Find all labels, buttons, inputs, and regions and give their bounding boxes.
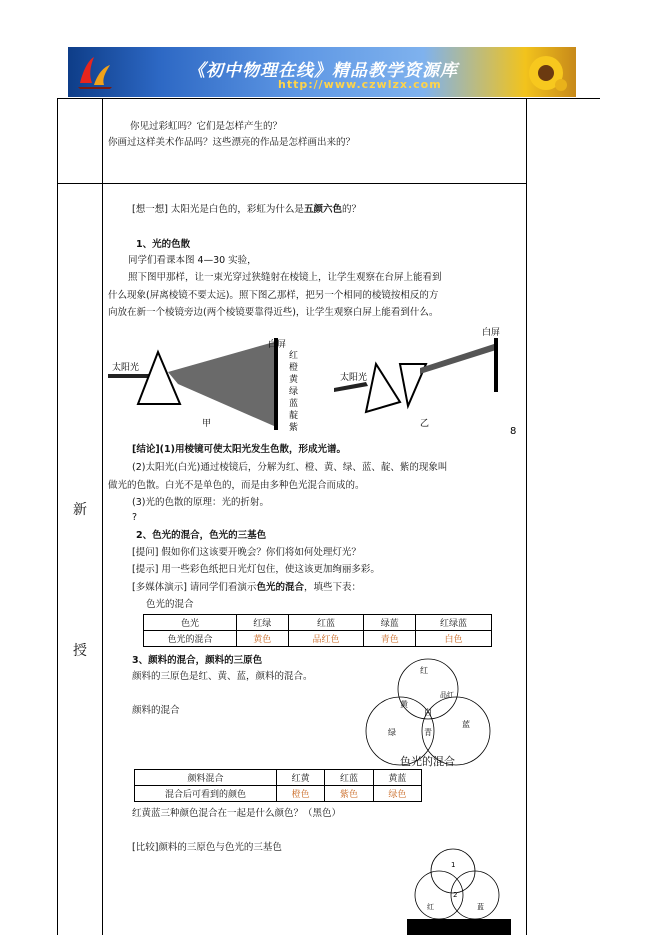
think-suffix: 的？: [341, 204, 361, 215]
left-sun-label: 太阳光: [112, 363, 140, 373]
demo-emphasis: 色光的混合: [256, 582, 304, 593]
logo-icon: [74, 53, 116, 91]
spectrum-orange: 橙: [289, 363, 299, 373]
venn-label-cyan: 青: [424, 728, 432, 737]
venn-label-green: 绿: [388, 728, 396, 737]
right-prism-1: [366, 364, 400, 412]
mix-table-title: 色光的混合: [146, 599, 194, 610]
section-2-heading: 2、色光的混合，色光的三基色: [136, 530, 267, 541]
closing-compare: [比较]颜料的三原色与色光的三基色: [132, 842, 282, 853]
venn-label-blue: 蓝: [462, 720, 470, 729]
spectrum-violet: 紫: [289, 423, 299, 433]
light-mix-table: [143, 614, 492, 647]
venn-label-yellow: 黄: [400, 700, 408, 709]
venn2-label-2: 2: [453, 891, 458, 899]
demo-suffix: ，填些下表：: [303, 582, 361, 593]
page-number: 8: [510, 426, 517, 434]
table-row-label: 色光的混合: [144, 631, 237, 647]
spectrum-red: 红: [289, 351, 299, 361]
banner-url[interactable]: http://www.czwlzx.com: [278, 78, 442, 91]
table-header-cell: 绿蓝: [364, 615, 416, 631]
venn2-label-red: 红: [427, 903, 434, 911]
section-1-line-4: 向放在新一个棱镜旁边(两个棱镜要靠得近些)，让学生观察白屏上能看到什么。: [108, 307, 439, 318]
venn2-label-1: 1: [451, 861, 456, 869]
table-col-divider: [102, 98, 103, 935]
right-caption: 乙: [420, 419, 430, 429]
closing-question: 红黄蓝三种颜色混合在一起是什么颜色？（黑色）: [132, 808, 342, 819]
table-cell: 橙色: [277, 786, 325, 802]
section-2-ask: [提问] 假如你们这该要开晚会？你们将如何处理灯光？: [132, 547, 361, 558]
section-1-line-3: 什么现象(屏离棱镜不要太远)。照下图乙那样，把另一个相同的棱镜按相反的方: [108, 290, 439, 301]
section-1-line-2: 照下图甲那样，让一束光穿过狭缝射在棱镜上，让学生观察在台屏上能看到: [128, 272, 442, 283]
spectrum-blue: 蓝: [289, 399, 299, 409]
table-row: [144, 615, 492, 631]
think-prompt: [132, 204, 361, 216]
table-header-cell: 红蓝: [325, 770, 373, 786]
table-right-border: [526, 98, 527, 935]
conclusion-q: ?: [132, 512, 138, 523]
row-divider: [57, 183, 526, 184]
table-cell: 黄色: [237, 631, 289, 647]
conclusion-1: [结论](1)用棱镜可使太阳光发生色散，形成光谱。: [132, 444, 346, 455]
section-2-demo: [132, 582, 361, 594]
section-3-line-2: 颜料的混合: [132, 705, 180, 716]
table-cell: 白色: [416, 631, 492, 647]
table-left-border: [57, 98, 58, 935]
table-header-cell: 色光: [144, 615, 237, 631]
spectrum-yellow: 黄: [289, 375, 299, 385]
header-banner: [68, 47, 576, 97]
section-3-line-1: 颜料的三原色是红、黄、蓝，颜料的混合。: [132, 671, 313, 682]
table-header-cell: 红绿蓝: [416, 615, 492, 631]
venn2-circle-right: [451, 871, 499, 919]
demo-prefix: [多媒体演示] 请同学们看演示: [132, 582, 257, 593]
venn-label-magenta: 品红: [440, 691, 454, 699]
table-top-border: [57, 98, 600, 99]
table-header-cell: 黄蓝: [373, 770, 421, 786]
sunflower-icon: [523, 53, 569, 93]
table-cell: 品红色: [288, 631, 364, 647]
banner-title: 《初中物理在线》精品教学资源库: [188, 61, 458, 81]
right-beam: [420, 344, 496, 374]
venn-1-caption: 色光的混合: [400, 755, 455, 768]
left-caption: 甲: [202, 419, 212, 429]
table-header-cell: 红蓝: [288, 615, 364, 631]
venn-label-red: 红: [420, 666, 428, 675]
venn2-base-bar: [407, 919, 511, 935]
section-1-line-1: 同学们看课本图 4—30 实验，: [128, 255, 257, 266]
side-label-teach: 授: [73, 643, 87, 659]
right-screen: [494, 338, 498, 392]
conclusion-2b: 做光的色散。白光不是单色的，而是由多种色光混合而成的。: [108, 480, 365, 491]
right-sunbeam: [334, 382, 368, 392]
section-3-heading: 3、颜料的混合，颜料的三原色: [132, 655, 263, 666]
right-sun-label: 太阳光: [340, 373, 368, 383]
venn-label-white: 白: [424, 708, 432, 717]
intro-question-2: 你画过这样美术作品吗？这些漂亮的作品是怎样画出来的？: [108, 137, 356, 148]
spectrum-indigo: 靛: [289, 411, 299, 421]
table-row: [135, 786, 422, 802]
right-screen-label: 白屏: [482, 328, 501, 338]
left-screen: [274, 338, 278, 430]
conclusion-2a: (2)太阳光(白光)通过棱镜后，分解为红、橙、黄、绿、蓝、靛、紫的现象叫: [132, 462, 448, 473]
table-cell: 紫色: [325, 786, 373, 802]
comparison-venn-diagram: [405, 847, 515, 935]
table-header-cell: 红黄: [277, 770, 325, 786]
table-header-cell: 颜料混合: [135, 770, 277, 786]
prism-figure: [108, 322, 520, 434]
pigment-mix-table: [134, 769, 422, 802]
conclusion-3: (3)光的色散的原理：光的折射。: [132, 497, 269, 508]
table-cell: 绿色: [373, 786, 421, 802]
table-row: [135, 770, 422, 786]
spectrum-green: 绿: [289, 387, 299, 397]
think-emphasis: 五颜六色: [303, 204, 342, 215]
table-cell: 青色: [364, 631, 416, 647]
left-spectrum-beam: [168, 342, 274, 426]
left-screen-label: 白屏: [268, 340, 287, 350]
think-prefix: [想一想] 太阳光是白色的，彩虹为什么是: [132, 204, 304, 215]
section-2-hint: [提示] 用一些彩色纸把日光灯包住，使这该更加绚丽多彩。: [132, 564, 380, 575]
side-label-new: 新: [73, 502, 87, 518]
table-row: [144, 631, 492, 647]
intro-question-1: 你见过彩虹吗？它们是怎样产生的？: [130, 121, 283, 132]
venn2-label-blue: 蓝: [477, 903, 484, 911]
table-row-label: 混合后可看到的颜色: [135, 786, 277, 802]
section-1-heading: 1、光的色散: [136, 239, 191, 250]
table-header-cell: 红绿: [237, 615, 289, 631]
